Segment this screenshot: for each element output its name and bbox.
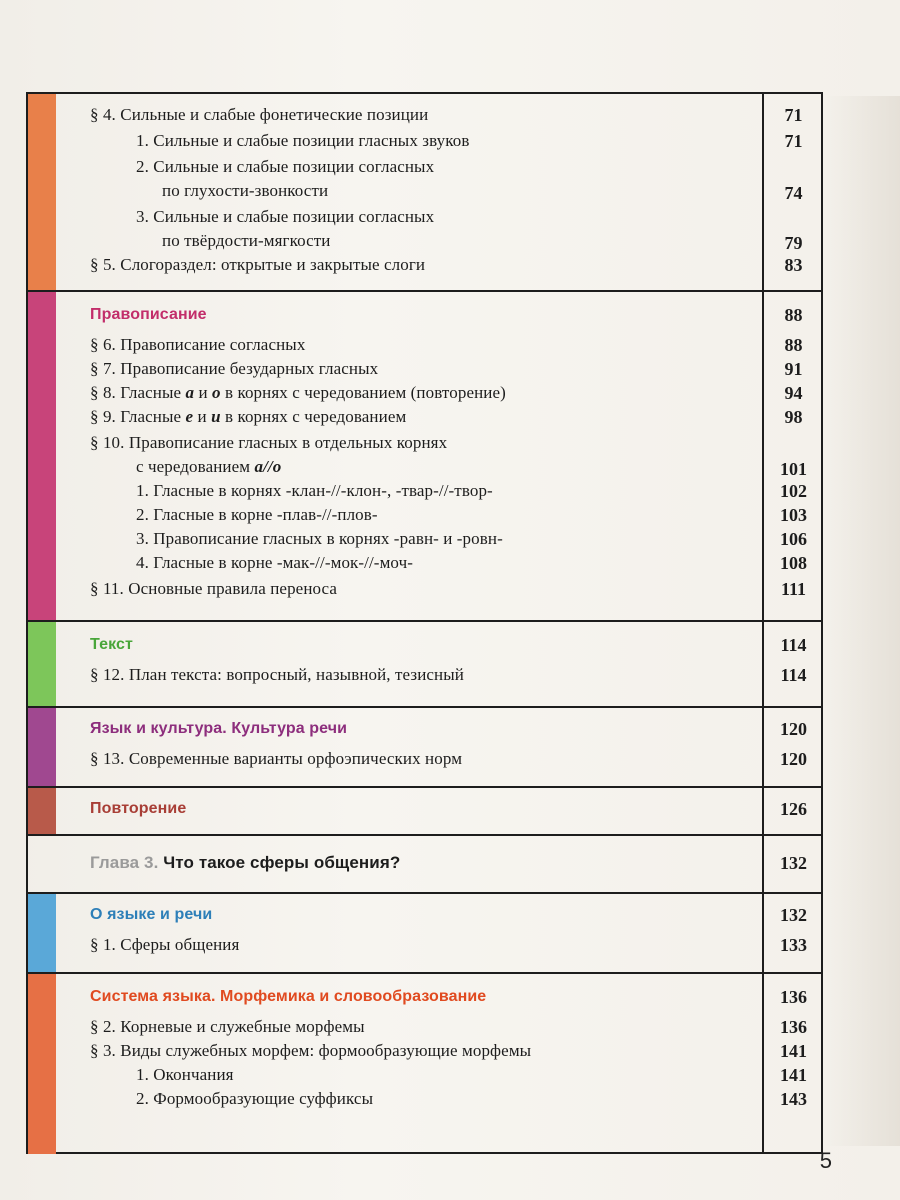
toc-page-number: 74 bbox=[784, 183, 803, 203]
toc-page-number: 143 bbox=[780, 1089, 807, 1109]
text-part: § 9. Гласные bbox=[90, 407, 186, 426]
toc-page-number: 132 bbox=[780, 853, 807, 873]
page-number: 5 bbox=[819, 1148, 832, 1173]
section-language-culture bbox=[28, 706, 821, 788]
toc-entry-text bbox=[136, 456, 281, 478]
toc-entry-text: по глухости-звонкости bbox=[162, 181, 329, 200]
toc-entry[interactable] bbox=[28, 1016, 821, 1042]
toc-entry[interactable] bbox=[28, 578, 821, 604]
toc-entry[interactable] bbox=[28, 104, 821, 130]
toc-page-number: 79 bbox=[784, 233, 803, 253]
toc-entry-text bbox=[90, 406, 406, 428]
toc-entry-text: § 11. Основные правила переноса bbox=[90, 579, 338, 598]
toc-entry[interactable] bbox=[28, 1088, 821, 1114]
toc-entry-text: 1. Гласные в корнях -клан-//-клон-, -твар-//-твор- bbox=[136, 481, 493, 500]
toc-entry-text: § 10. Правописание гласных в отдельных корнях bbox=[90, 433, 448, 452]
toc-page-number: 120 bbox=[780, 749, 807, 769]
chapter-label: Глава 3. bbox=[90, 853, 159, 872]
toc-entry[interactable] bbox=[28, 1040, 821, 1066]
toc-entry-text: § 2. Корневые и служебные морфемы bbox=[90, 1017, 365, 1036]
toc-entry[interactable] bbox=[28, 552, 821, 578]
section-language-speech bbox=[28, 892, 821, 974]
toc-entry-text: 4. Гласные в корне -мак-//-мок-//-моч- bbox=[136, 553, 413, 572]
toc-entry[interactable] bbox=[28, 254, 821, 280]
table-of-contents bbox=[26, 92, 823, 1154]
toc-page-number: 126 bbox=[780, 799, 807, 819]
toc-entry-text: § 6. Правописание согласных bbox=[90, 335, 306, 354]
toc-entry-text bbox=[90, 382, 506, 404]
toc-entry[interactable] bbox=[28, 334, 821, 360]
toc-entry-text: по твёрдости-мягкости bbox=[162, 231, 331, 250]
section-heading-row[interactable] bbox=[28, 304, 821, 330]
toc-page-number: 136 bbox=[780, 987, 807, 1007]
text-part: и bbox=[194, 383, 213, 402]
section-heading-row[interactable] bbox=[28, 986, 821, 1012]
toc-entry[interactable] bbox=[28, 456, 821, 482]
section-text bbox=[28, 620, 821, 708]
section-heading: О языке и речи bbox=[90, 906, 213, 923]
section-heading: Повторение bbox=[90, 800, 187, 817]
text-part: § 8. Гласные bbox=[90, 383, 186, 402]
toc-entry[interactable] bbox=[28, 480, 821, 506]
toc-entry[interactable] bbox=[28, 406, 821, 432]
toc-page-number: 133 bbox=[780, 935, 807, 955]
toc-page-number: 141 bbox=[780, 1065, 807, 1085]
chapter-heading bbox=[28, 834, 821, 894]
toc-entry-text: 1. Окончания bbox=[136, 1065, 234, 1084]
section-heading: Язык и культура. Культура речи bbox=[90, 720, 348, 737]
toc-page-number: 88 bbox=[784, 305, 803, 325]
section-phonetics-continued bbox=[28, 94, 821, 290]
toc-entry[interactable] bbox=[28, 358, 821, 384]
toc-page-number: 98 bbox=[784, 407, 803, 427]
toc-page-number: 94 bbox=[784, 383, 803, 403]
section-heading: Правописание bbox=[90, 306, 207, 323]
toc-entry-text: § 1. Сферы общения bbox=[90, 935, 240, 954]
section-heading-row[interactable] bbox=[28, 904, 821, 930]
italic-letter: е bbox=[185, 407, 194, 426]
toc-entry[interactable] bbox=[28, 206, 821, 232]
bleed-through-shadow bbox=[826, 96, 900, 1146]
chapter-name: Что такое сферы общения? bbox=[163, 853, 401, 872]
chapter-title bbox=[90, 852, 400, 874]
toc-entry[interactable] bbox=[28, 230, 821, 256]
toc-entry[interactable] bbox=[28, 382, 821, 408]
toc-page-number: 108 bbox=[780, 553, 807, 573]
toc-page-number: 114 bbox=[780, 665, 807, 685]
toc-page-number: 106 bbox=[780, 529, 807, 549]
toc-entry-text: § 13. Современные варианты орфоэпических норм bbox=[90, 749, 463, 768]
toc-page-number: 102 bbox=[780, 481, 807, 501]
toc-entry[interactable] bbox=[28, 156, 821, 182]
toc-entry-text: 2. Сильные и слабые позиции согласных bbox=[136, 157, 435, 176]
section-review bbox=[28, 786, 821, 836]
toc-entry-text: 1. Сильные и слабые позиции гласных звуков bbox=[136, 131, 470, 150]
section-heading: Система языка. Морфемика и словообразование bbox=[90, 988, 487, 1005]
toc-entry-text: § 4. Сильные и слабые фонетические позиции bbox=[90, 105, 429, 124]
section-heading-row[interactable] bbox=[28, 634, 821, 660]
toc-page-number: 120 bbox=[780, 719, 807, 739]
toc-entry[interactable] bbox=[28, 180, 821, 206]
toc-entry[interactable] bbox=[28, 934, 821, 960]
toc-page-number: 71 bbox=[784, 105, 803, 125]
toc-page-number: 101 bbox=[780, 459, 807, 479]
toc-entry[interactable] bbox=[28, 432, 821, 458]
toc-page-number: 88 bbox=[784, 335, 803, 355]
toc-page-number: 103 bbox=[780, 505, 807, 525]
text-part: с чередованием bbox=[136, 457, 255, 476]
toc-page-number: 114 bbox=[780, 635, 807, 655]
section-heading-row[interactable] bbox=[28, 798, 821, 824]
toc-page-number: 136 bbox=[780, 1017, 807, 1037]
italic-letter: а bbox=[185, 383, 195, 402]
toc-entry-text: § 12. План текста: вопросный, назывной, тезисный bbox=[90, 665, 464, 684]
text-part: в корнях с чередованием (повторение) bbox=[220, 383, 506, 402]
section-heading-row[interactable] bbox=[28, 718, 821, 744]
toc-page-number: 83 bbox=[784, 255, 803, 275]
toc-entry[interactable] bbox=[28, 1064, 821, 1090]
toc-entry[interactable] bbox=[28, 748, 821, 774]
toc-page-number: 71 bbox=[784, 131, 803, 151]
toc-entry[interactable] bbox=[28, 130, 821, 156]
toc-entry-text: 2. Гласные в корне -плав-//-плов- bbox=[136, 505, 378, 524]
toc-entry-text: § 5. Слогораздел: открытые и закрытые слоги bbox=[90, 255, 426, 274]
toc-entry[interactable] bbox=[28, 504, 821, 530]
italic-letter: о bbox=[212, 383, 221, 402]
toc-entry-text: 2. Формообразующие суффиксы bbox=[136, 1089, 374, 1108]
text-part: в корнях с чередованием bbox=[220, 407, 407, 426]
toc-page-number: 111 bbox=[780, 579, 806, 599]
toc-page-number: 141 bbox=[780, 1041, 807, 1061]
toc-entry-text: § 7. Правописание безударных гласных bbox=[90, 359, 379, 378]
section-morphemics bbox=[28, 972, 821, 1154]
text-part: и bbox=[193, 407, 212, 426]
toc-page-number: 132 bbox=[780, 905, 807, 925]
toc-entry[interactable] bbox=[28, 664, 821, 690]
italic-letter: а//о bbox=[254, 457, 282, 476]
toc-entry-text: 3. Сильные и слабые позиции согласных bbox=[136, 207, 435, 226]
section-spelling bbox=[28, 290, 821, 622]
italic-letter: и bbox=[211, 407, 221, 426]
section-heading: Текст bbox=[90, 636, 133, 653]
toc-entry[interactable] bbox=[28, 528, 821, 554]
toc-entry-text: 3. Правописание гласных в корнях -равн- и -ровн- bbox=[136, 529, 503, 548]
toc-page-number: 91 bbox=[784, 359, 803, 379]
chapter-row[interactable] bbox=[28, 852, 821, 878]
toc-entry-text: § 3. Виды служебных морфем: формообразующие морфемы bbox=[90, 1041, 532, 1060]
